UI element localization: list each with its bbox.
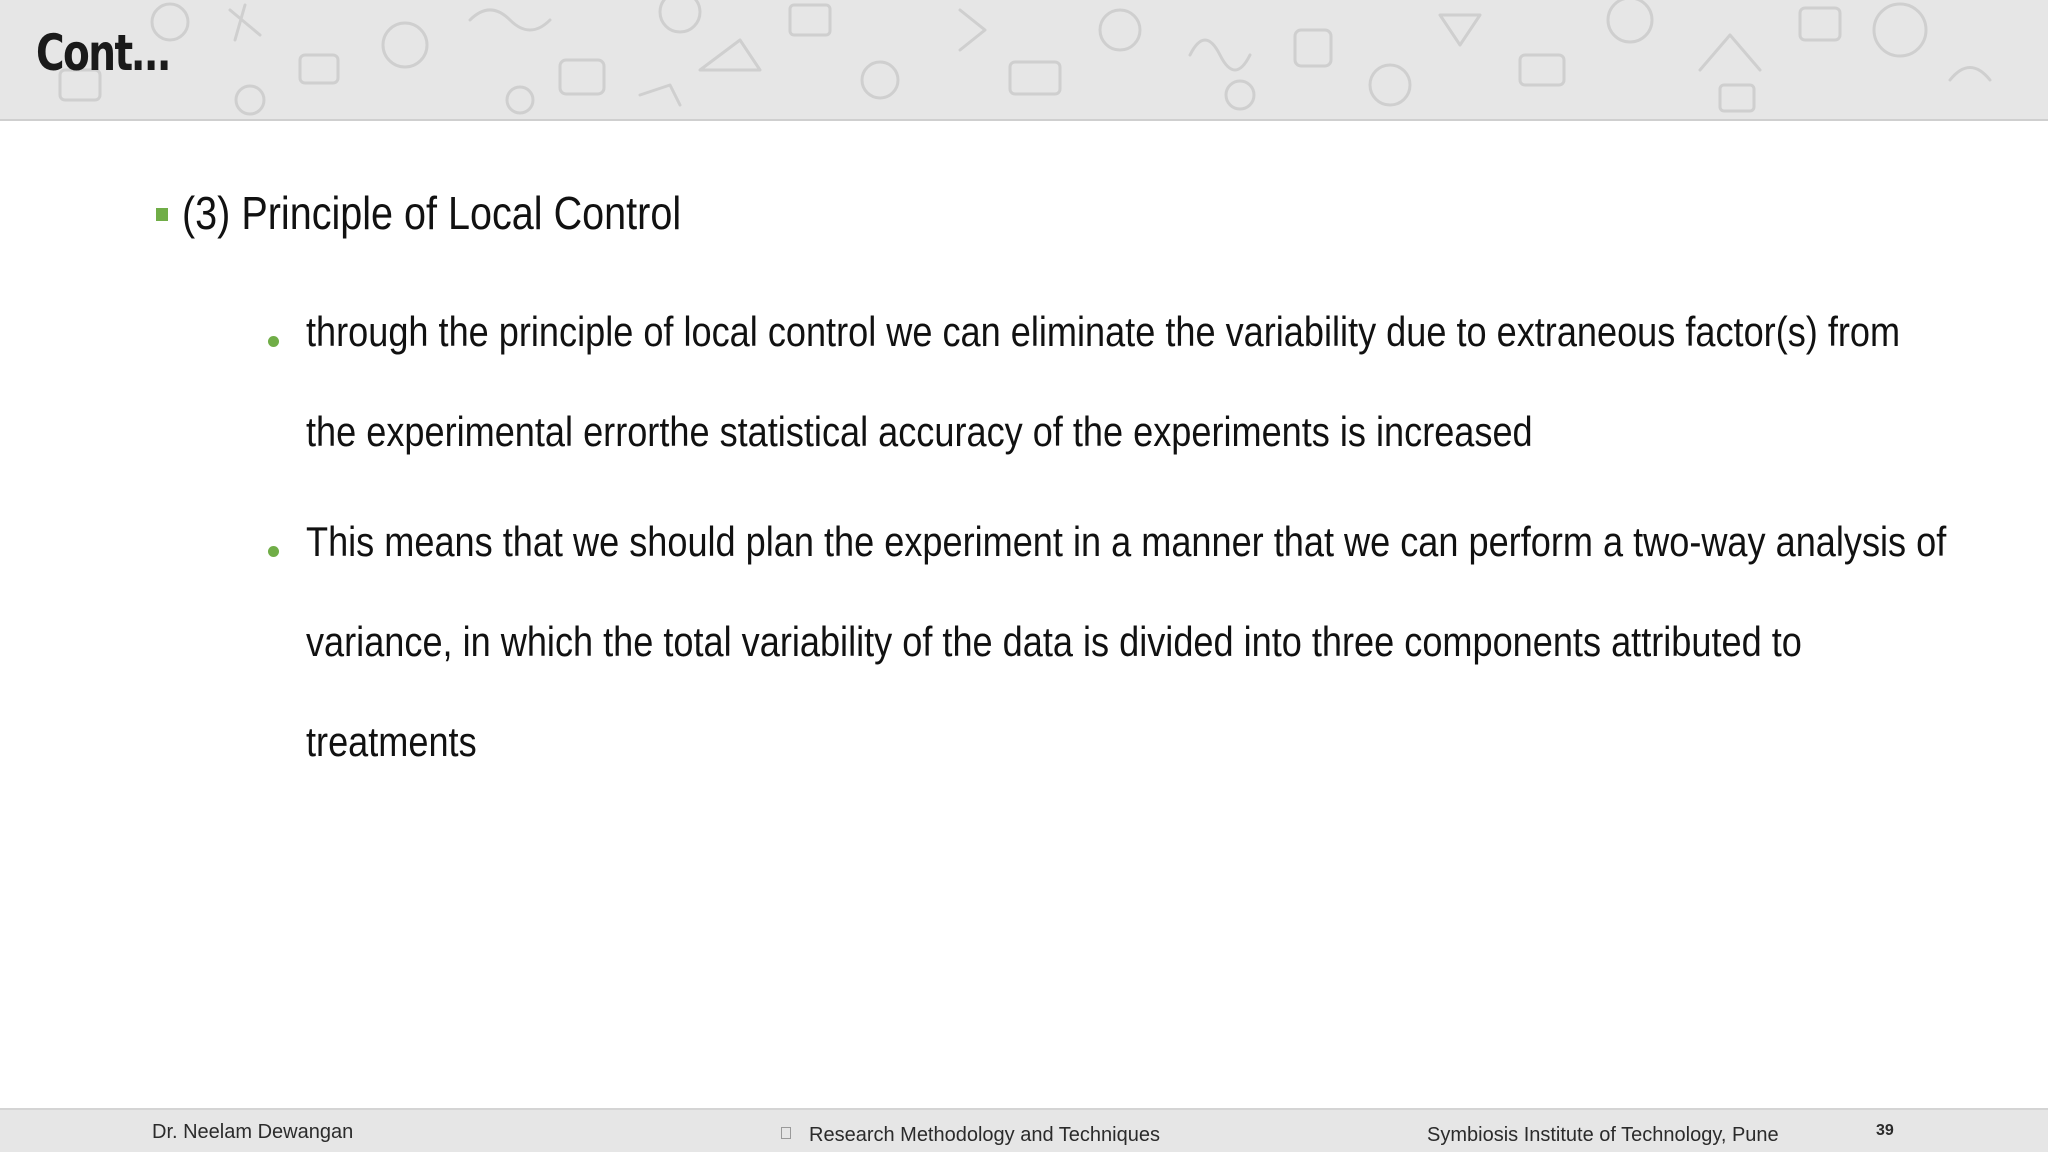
slide-title: Cont…	[36, 24, 170, 82]
placeholder-glyph-icon	[781, 1127, 791, 1139]
footer-course: Research Methodology and Techniques	[809, 1124, 1160, 1146]
page-number: 39	[1876, 1122, 1894, 1139]
bullet-text-line: variance, in which the total variability of the data is divided into three components attributed to	[306, 618, 1802, 665]
round-bullet-icon	[268, 546, 279, 557]
square-bullet-icon	[156, 208, 168, 221]
bullet-text-line: the experimental errorthe statistical accuracy of the experiments is increased	[306, 408, 1533, 455]
footer-author: Dr. Neelam Dewangan	[152, 1121, 354, 1143]
bullet-text-line: This means that we should plan the experiment in a manner that we can perform a two-way analysis of	[306, 518, 1947, 565]
footer-bar	[0, 1108, 2048, 1152]
heading-item	[156, 186, 762, 240]
footer-institute: Symbiosis Institute of Technology, Pune	[1427, 1124, 1779, 1146]
bullet-text-line: treatments	[306, 718, 477, 765]
bullet-text-line: through the principle of local control we can eliminate the variability due to extraneous factor(s) from	[306, 308, 1901, 355]
heading-text: (3) Principle of Local Control	[182, 187, 682, 239]
round-bullet-icon	[268, 336, 279, 347]
